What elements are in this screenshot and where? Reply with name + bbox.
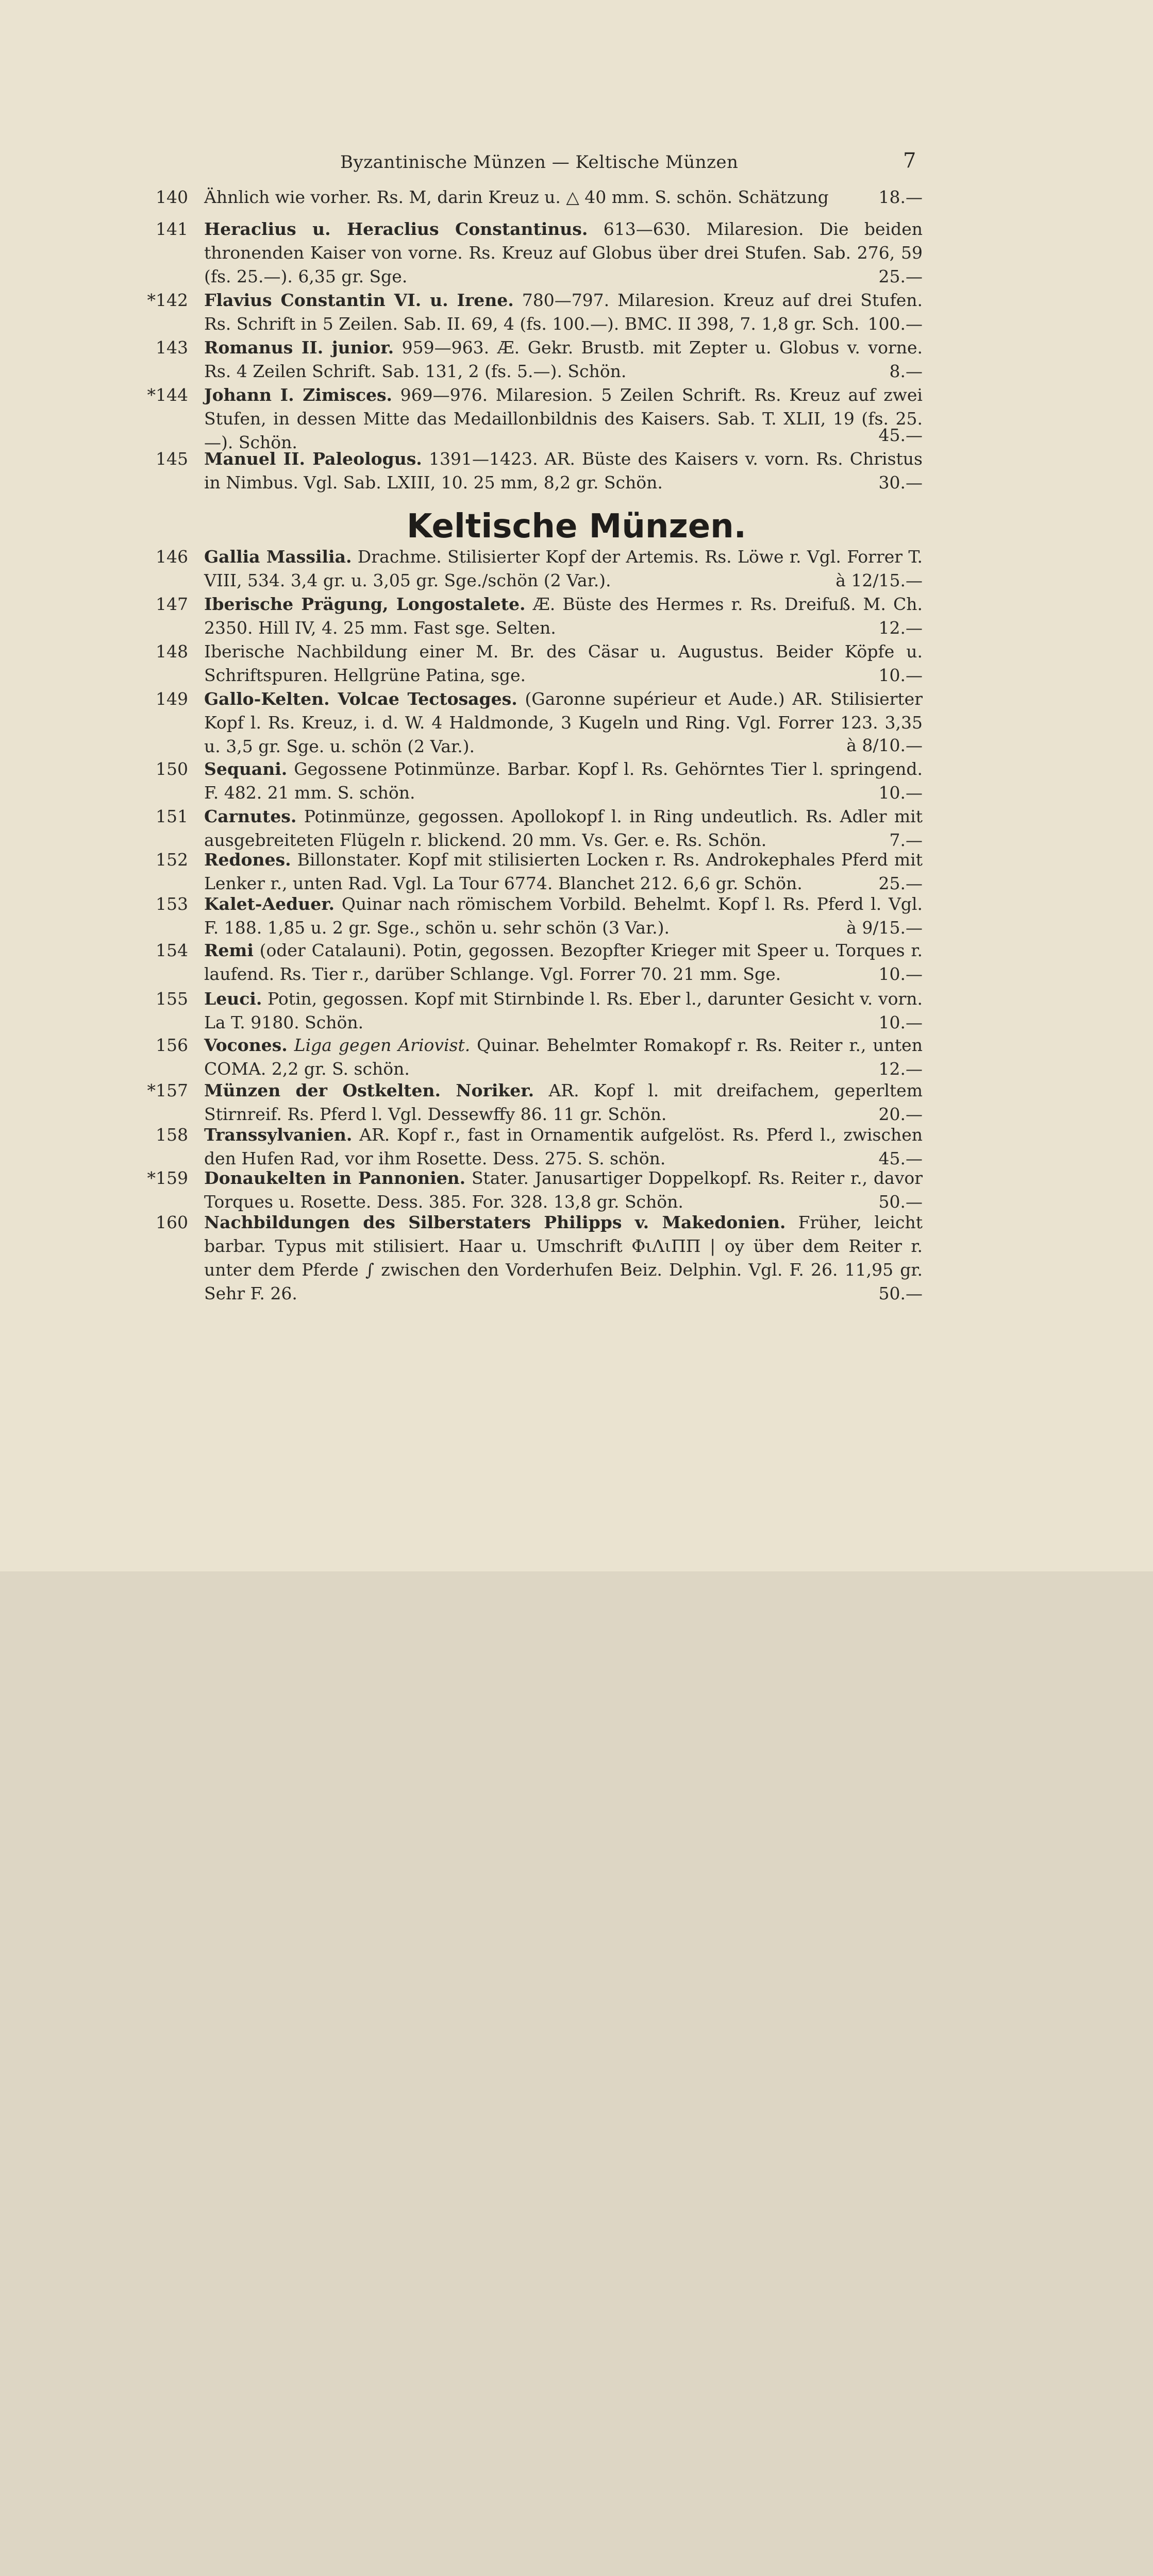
entry-price: 12.— xyxy=(878,618,923,638)
entry-name: Gallia Massilia. xyxy=(204,547,352,567)
entry-description: Billonstater. Kopf mit stilisierten Locken r. Rs. Androkephales Pferd mit Lenker r., unten Rad. Vgl. La Tour 6774. Blanchet 212. 6,6 gr. Schön. xyxy=(204,850,923,893)
entry-price: à 8/10.— xyxy=(846,735,923,755)
entry-price: 50.— xyxy=(878,1192,923,1212)
entry-text xyxy=(204,545,923,592)
entry-number: 149 xyxy=(156,689,188,709)
entry-number: 154 xyxy=(156,940,188,960)
entry-text xyxy=(204,939,923,986)
catalog-entry xyxy=(139,1079,923,1126)
catalog-entry xyxy=(139,592,923,640)
entry-number: 153 xyxy=(156,894,188,914)
entry-number: 140 xyxy=(156,187,188,207)
catalog-entry xyxy=(139,757,923,805)
entry-name: Vocones. xyxy=(204,1035,288,1055)
entry-description: Drachme. Stilisierter Kopf der Artemis. Rs. Löwe r. Vgl. Forrer T. VIII, 534. 3,4 gr. u. 3,05 gr. Sge./schön (2 Var.). xyxy=(204,547,923,590)
entry-number: 143 xyxy=(156,337,188,358)
entry-text xyxy=(204,805,923,852)
entry-description: Stater. Janusartiger Doppelkopf. Rs. Reiter r., davor Torques u. Rosette. Dess. 385. For. 328. 13,8 gr. Schön. xyxy=(204,1168,923,1212)
entry-text xyxy=(204,383,923,454)
entry-text xyxy=(204,592,923,640)
entry-description: Potin, gegossen. Kopf mit Stirnbinde l. Rs. Eber l., darunter Gesicht v. vorn. La T. 9180. Schön. xyxy=(204,989,923,1032)
entry-name: Johann I. Zimisces. xyxy=(204,385,393,405)
entry-number: 147 xyxy=(156,594,188,614)
catalog-entry xyxy=(139,447,923,495)
entry-number: 150 xyxy=(156,759,188,779)
entry-number: 148 xyxy=(156,641,188,662)
entry-name: Gallo-Kelten. Volcae Tectosages. xyxy=(204,689,517,709)
entry-price: 10.— xyxy=(878,1012,923,1032)
entry-description: Ähnlich wie vorher. Rs. M, darin Kreuz u. △ 40 mm. S. schön. Schätzung xyxy=(204,187,829,207)
entry-text xyxy=(204,892,923,940)
entry-description: (Garonne supérieur et Aude.) AR. Stilisierter Kopf l. Rs. Kreuz, i. d. W. 4 Haldmonde, 3 Kugeln und Ring. Vgl. Forrer 123. 3,35 u. 3,5 gr. Sge. u. schön (2 Var.). xyxy=(204,689,923,756)
entry-text xyxy=(204,1166,923,1214)
entry-name: Leuci. xyxy=(204,989,262,1009)
entry-description: Quinar. Behelmter Romakopf r. Rs. Reiter r., unten COMA. 2,2 gr. S. schön. xyxy=(204,1035,923,1079)
entry-price: 10.— xyxy=(878,964,923,984)
catalog-entry xyxy=(139,1166,923,1214)
entry-price: 8.— xyxy=(889,361,923,381)
entry-number: 145 xyxy=(156,449,188,469)
entry-description: Gegossene Potinmünze. Barbar. Kopf l. Rs. Gehörntes Tier l. springend. F. 482. 21 mm. S. schön. xyxy=(204,759,923,803)
entry-text xyxy=(204,185,923,209)
entry-text xyxy=(204,687,923,758)
entry-name: Kalet-Aeduer. xyxy=(204,894,335,914)
entry-number: 160 xyxy=(156,1212,188,1232)
catalog-entry xyxy=(139,892,923,940)
entry-description: Früher, leicht barbar. Typus mit stilisiert. Haar u. Umschrift ΦιΛιΠΠ | oy über dem Reiter r. unter dem Pferde ∫ zwischen den Vorderhufen Beiz. Delphin. Vgl. F. 26. 11,95 gr. Sehr F. 26. xyxy=(204,1212,923,1303)
entry-description: 780—797. Milaresion. Kreuz auf drei Stufen. Rs. Schrift in 5 Zeilen. Sab. II. 69, 4 (fs. 100.—). BMC. II 398, 7. 1,8 gr. Sch. xyxy=(204,290,923,334)
entry-text xyxy=(204,1211,923,1306)
catalog-entry xyxy=(139,687,923,757)
entry-name: Transsylvanien. xyxy=(204,1125,353,1145)
entry-price: 30.— xyxy=(878,472,923,493)
page-number: 7 xyxy=(903,149,916,173)
catalog-entry xyxy=(139,336,923,383)
entry-text xyxy=(204,987,923,1035)
entry-description: 613—630. Milaresion. Die beiden thronenden Kaiser von vorne. Rs. Kreuz auf Globus über drei Stufen. Sab. 276, 59 (fs. 25.—). 6,35 gr. Sge. xyxy=(204,219,923,286)
entry-description: Æ. Büste des Hermes r. Rs. Dreifuß. M. Ch. 2350. Hill IV, 4. 25 mm. Fast sge. Selten. xyxy=(204,594,923,638)
catalog-entry xyxy=(139,640,923,687)
entry-name: Münzen der Ostkelten. Noriker. xyxy=(204,1080,534,1100)
entry-text xyxy=(204,289,923,336)
catalog-entry xyxy=(139,185,923,209)
catalog-entry xyxy=(139,217,923,289)
entry-text xyxy=(204,336,923,383)
entry-text xyxy=(204,1123,923,1171)
header-title: Byzantinische Münzen — Keltische Münzen xyxy=(340,152,739,173)
entry-number: 151 xyxy=(156,806,188,826)
entry-description: Quinar nach römischem Vorbild. Behelmt. Kopf l. Rs. Pferd l. Vgl. F. 188. 1,85 u. 2 gr. Sge., schön u. sehr schön (3 Var.). xyxy=(204,894,923,938)
entry-name: Remi xyxy=(204,940,254,960)
entry-text xyxy=(204,1033,923,1081)
entry-description: 959—963. Æ. Gekr. Brustb. mit Zepter u. Globus v. vorne. Rs. 4 Zeilen Schrift. Sab. 131, 2 (fs. 5.—). Schön. xyxy=(204,337,923,381)
entry-price: à 9/15.— xyxy=(846,918,923,938)
catalog-entry xyxy=(139,1033,923,1081)
entry-name: Romanus II. junior. xyxy=(204,337,394,358)
entry-description: Iberische Nachbildung einer M. Br. des Cäsar u. Augustus. Beider Köpfe u. Schriftspuren. Hellgrüne Patina, sge. xyxy=(204,641,923,685)
entry-description: AR. Kopf r., fast in Ornamentik aufgelöst. Rs. Pferd l., zwischen den Hufen Rad, vor ihm Rosette. Dess. 275. S. schön. xyxy=(204,1125,923,1168)
entry-text xyxy=(204,1079,923,1126)
catalog-entry xyxy=(139,1123,923,1171)
entry-name: Flavius Constantin VI. u. Irene. xyxy=(204,290,514,310)
entry-description: Potinmünze, gegossen. Apollokopf l. in Ring undeutlich. Rs. Adler mit ausgebreiteten Flügeln r. blickend. 20 mm. Vs. Ger. e. Rs. Schön. xyxy=(204,806,923,850)
entry-prefix: Liga gegen Ariovist. xyxy=(294,1035,471,1055)
entry-name: Carnutes. xyxy=(204,806,297,826)
entry-description: 969—976. Milaresion. 5 Zeilen Schrift. Rs. Kreuz auf zwei Stufen, in dessen Mitte das Medaillonbildnis des Kaisers. Sab. T. XLII, 19 (fs. 25.—). Schön. xyxy=(204,385,923,452)
entry-number: 146 xyxy=(156,547,188,567)
entry-number: 152 xyxy=(156,850,188,870)
entry-number: *159 xyxy=(147,1168,188,1188)
catalog-entry xyxy=(139,289,923,336)
footer-bar xyxy=(0,1571,1153,1652)
catalog-entry xyxy=(139,1211,923,1306)
running-header xyxy=(0,149,1153,178)
catalog-entry xyxy=(139,545,923,592)
entry-price: 12.— xyxy=(878,1059,923,1079)
catalog-entry xyxy=(139,383,923,452)
entry-description: 1391—1423. AR. Büste des Kaisers v. vorn. Rs. Christus in Nimbus. Vgl. Sab. LXIII, 10. 25 mm, 8,2 gr. Schön. xyxy=(204,449,923,493)
entry-price: 7.— xyxy=(889,830,923,850)
entry-name: Heraclius u. Heraclius Constantinus. xyxy=(204,219,588,239)
entry-number: 155 xyxy=(156,989,188,1009)
entry-price: 10.— xyxy=(878,783,923,803)
entry-name: Manuel II. Paleologus. xyxy=(204,449,422,469)
entry-name: Iberische Prägung, Longostalete. xyxy=(204,594,526,614)
entry-number: 141 xyxy=(156,219,188,239)
entry-price: 18.— xyxy=(878,187,923,207)
catalog-entry xyxy=(139,987,923,1035)
entry-price: à 12/15.— xyxy=(835,570,923,590)
entry-text xyxy=(204,757,923,805)
entry-name: Redones. xyxy=(204,850,291,870)
entry-description: AR. Kopf l. mit dreifachem, geperltem Stirnreif. Rs. Pferd l. Vgl. Dessewffy 86. 11 gr. Schön. xyxy=(204,1080,923,1124)
entry-text xyxy=(204,640,923,687)
entry-price: 100.— xyxy=(867,314,923,334)
catalog-entry xyxy=(139,805,923,852)
catalog-entry xyxy=(139,848,923,895)
entry-number: *157 xyxy=(147,1080,188,1100)
entry-price: 45.— xyxy=(878,1148,923,1168)
catalog-entry xyxy=(139,939,923,986)
entry-number: 156 xyxy=(156,1035,188,1055)
entry-price: 20.— xyxy=(878,1104,923,1124)
entry-number: *142 xyxy=(147,290,188,310)
entry-price: 25.— xyxy=(878,266,923,286)
entry-description: (oder Catalauni). Potin, gegossen. Bezopfter Krieger mit Speer u. Torques r. laufend. Rs. Tier r., darüber Schlange. Vgl. Forrer 70. 21 mm. Sge. xyxy=(204,940,923,984)
entry-text xyxy=(204,447,923,495)
entry-name: Donaukelten in Pannonien. xyxy=(204,1168,466,1188)
entry-text xyxy=(204,217,923,289)
entry-name: Nachbildungen des Silberstaters Philipps v. Makedonien. xyxy=(204,1212,786,1232)
entry-price: 10.— xyxy=(878,665,923,685)
section-title: Keltische Münzen. xyxy=(407,507,746,546)
entry-number: 158 xyxy=(156,1125,188,1145)
entry-number: *144 xyxy=(147,385,188,405)
entry-name: Sequani. xyxy=(204,759,288,779)
entry-price: 50.— xyxy=(878,1283,923,1303)
entry-price: 25.— xyxy=(878,873,923,893)
entry-price: 45.— xyxy=(878,425,923,445)
entry-text xyxy=(204,848,923,895)
